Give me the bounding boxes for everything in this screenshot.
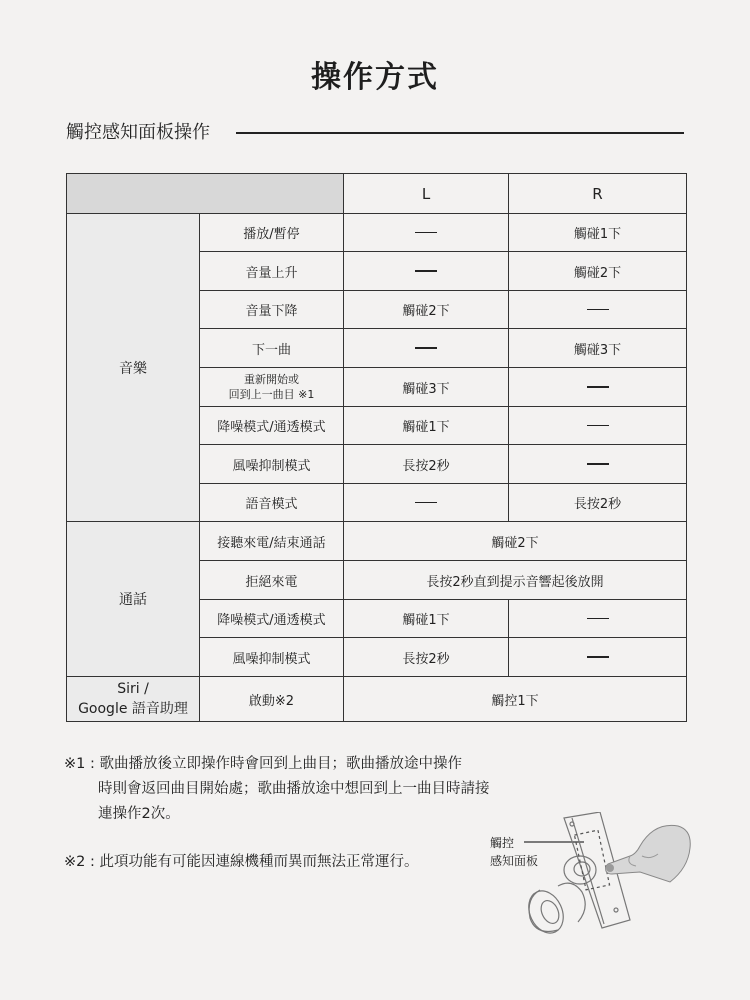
l-cell [344, 329, 509, 368]
assistant-line-2: Google 語音助理 [78, 701, 188, 717]
both-cell: 長按2秒直到提示音響起後放開 [344, 561, 687, 600]
dash-mark [587, 425, 609, 427]
r-cell: 觸碰3下 [509, 329, 687, 368]
action-cell: 降噪模式/通透模式 [200, 407, 344, 445]
l-cell [344, 484, 509, 522]
action-cell: 接聽來電/結束通話 [200, 522, 344, 561]
action-cell: 語音模式 [200, 484, 344, 522]
r-cell [509, 638, 687, 677]
r-cell [509, 445, 687, 484]
action-line-2: 回到上一曲目 ※1 [228, 388, 315, 401]
l-cell: 觸碰1下 [344, 600, 509, 638]
col-header-l: L [344, 174, 509, 214]
col-header-r: R [509, 174, 687, 214]
l-cell: 長按2秒 [344, 638, 509, 677]
section-header [66, 120, 686, 146]
dash-mark [415, 232, 437, 234]
dash-mark [587, 656, 609, 658]
action-cell: 音量上升 [200, 252, 344, 291]
page-title: 操作方式 [311, 60, 439, 95]
touch-panel-figure [480, 812, 700, 962]
l-cell [344, 252, 509, 291]
figure-label-2: 感知面板 [490, 854, 539, 868]
l-cell [344, 214, 509, 252]
table-header-row [67, 174, 687, 214]
action-cell: 啟動※2 [200, 677, 344, 722]
note-1-line-1: ※1 : 歌曲播放後立即操作時會回到上曲目；歌曲播放途中操作 [64, 756, 462, 772]
note-1 [64, 752, 544, 827]
l-cell: 觸碰3下 [344, 368, 509, 407]
action-cell: 播放/暫停 [200, 214, 344, 252]
r-cell: 觸碰2下 [509, 252, 687, 291]
dash-mark [415, 347, 437, 349]
note-1-line-2: 時則會返回曲目開始處；歌曲播放途中想回到上一曲目時請接 [98, 781, 490, 797]
r-cell [509, 291, 687, 329]
both-cell: 觸控1下 [344, 677, 687, 722]
note-2: ※2 : 此項功能有可能因連線機種而異而無法正常運行。 [64, 854, 419, 870]
group-call: 通話 [67, 522, 200, 677]
operation-table [66, 173, 687, 722]
action-cell: 風噪抑制模式 [200, 445, 344, 484]
dash-mark [415, 270, 437, 272]
section-title: 觸控感知面板操作 [66, 122, 210, 143]
action-cell: 降噪模式/通透模式 [200, 600, 344, 638]
dash-mark [415, 502, 437, 504]
r-cell [509, 407, 687, 445]
header-blank-cell [67, 174, 344, 214]
both-cell: 觸碰2下 [344, 522, 687, 561]
table-row [67, 522, 687, 561]
table-row [67, 214, 687, 252]
action-cell [200, 368, 344, 407]
action-cell: 風噪抑制模式 [200, 638, 344, 677]
assistant-line-1: Siri / [117, 681, 149, 697]
action-cell: 音量下降 [200, 291, 344, 329]
note-1-line-3: 連操作2次。 [98, 806, 180, 822]
group-assistant [67, 677, 200, 722]
r-cell: 觸碰1下 [509, 214, 687, 252]
r-cell: 長按2秒 [509, 484, 687, 522]
table-row [67, 677, 687, 722]
dash-mark [587, 463, 609, 465]
l-cell: 觸碰1下 [344, 407, 509, 445]
dash-mark [587, 309, 609, 311]
action-cell: 下一曲 [200, 329, 344, 368]
r-cell [509, 600, 687, 638]
action-cell: 拒絕來電 [200, 561, 344, 600]
l-cell: 觸碰2下 [344, 291, 509, 329]
figure-label-1: 觸控 [490, 836, 515, 850]
dash-mark [587, 618, 609, 620]
r-cell [509, 368, 687, 407]
dash-mark [587, 386, 609, 388]
section-rule [236, 132, 684, 134]
l-cell: 長按2秒 [344, 445, 509, 484]
action-line-1: 重新開始或 [244, 373, 299, 386]
group-music: 音樂 [67, 214, 200, 522]
